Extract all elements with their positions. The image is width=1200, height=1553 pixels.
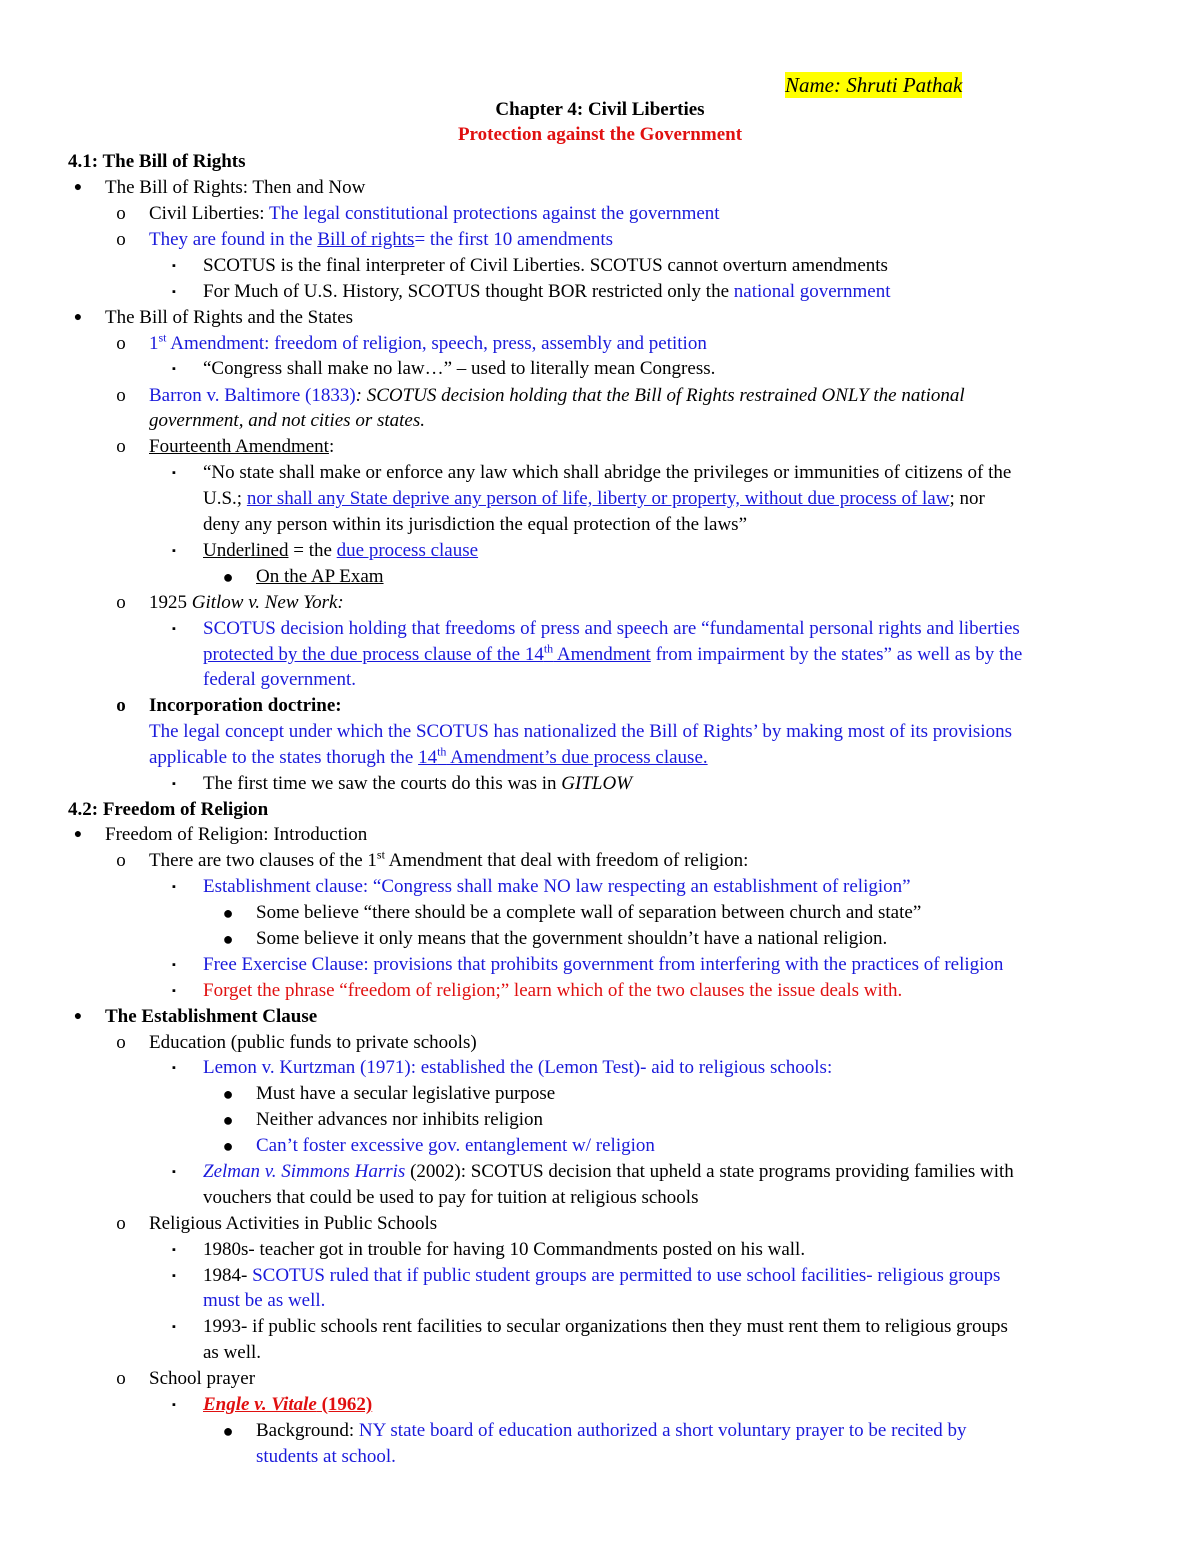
bullet-square: ▪: [172, 623, 176, 635]
list-item: 1984- SCOTUS ruled that if public student groups are permitted to use school facilities- religious groups: [203, 1265, 1001, 1286]
bullet-square: ▪: [172, 1166, 176, 1178]
list-item: 1925 Gitlow v. New York:: [149, 592, 344, 613]
list-item: Education (public funds to private schools): [149, 1032, 477, 1053]
bullet-square: ▪: [172, 1244, 176, 1256]
bullet-circle: o: [116, 436, 126, 457]
bullet-square: ▪: [172, 778, 176, 790]
bullet-square: ▪: [172, 1270, 176, 1282]
list-item: Establishment clause: “Congress shall make NO law respecting an establishment of religion”: [203, 876, 911, 897]
student-name: Name: Shruti Pathak: [785, 73, 963, 97]
bullet-dot: ●: [73, 827, 83, 842]
list-item: Zelman v. Simmons Harris (2002): SCOTUS decision that upheld a state programs providing families with: [203, 1161, 1014, 1182]
bullet-dot: ●: [222, 929, 234, 949]
list-item: The Establishment Clause: [105, 1006, 318, 1027]
list-item-continuation: students at school.: [256, 1446, 396, 1467]
list-item-continuation: must be as well.: [203, 1290, 326, 1311]
list-item-continuation: vouchers that could be used to pay for tuition at religious schools: [203, 1187, 699, 1208]
list-item: They are found in the Bill of rights= the first 10 amendments: [149, 229, 614, 250]
list-item-continuation: federal government.: [203, 669, 356, 690]
bullet-square: ▪: [172, 1062, 176, 1074]
list-item: Freedom of Religion: Introduction: [105, 824, 368, 845]
list-item: Can’t foster excessive gov. entanglement w/ religion: [256, 1135, 655, 1156]
chapter-subtitle: Protection against the Government: [457, 124, 743, 145]
list-item-continuation: deny any person within its jurisdiction the equal protection of the laws”: [203, 514, 748, 535]
list-item: The Bill of Rights and the States: [105, 307, 354, 328]
list-item: Free Exercise Clause: provisions that prohibits government from interfering with the practices of religion: [203, 954, 1004, 975]
list-item: Underlined = the due process clause: [203, 540, 479, 561]
bullet-dot: ●: [222, 1084, 234, 1104]
bullet-square: ▪: [172, 467, 176, 479]
list-item: Must have a secular legislative purpose: [256, 1083, 556, 1104]
list-item: Some believe “there should be a complete wall of separation between church and state”: [256, 902, 922, 923]
list-item: Neither advances nor inhibits religion: [256, 1109, 544, 1130]
bullet-circle: o: [116, 1213, 126, 1234]
bullet-circle: o: [116, 229, 126, 250]
list-item: Incorporation doctrine:: [149, 695, 342, 716]
list-item: Fourteenth Amendment:: [149, 436, 335, 457]
list-item: Engle v. Vitale (1962): [203, 1394, 373, 1415]
list-item: For Much of U.S. History, SCOTUS thought BOR restricted only the national government: [203, 281, 891, 302]
section-heading-4-2: 4.2: Freedom of Religion: [68, 799, 269, 820]
bullet-circle: o: [116, 385, 126, 406]
bullet-circle: o: [116, 695, 126, 716]
bullet-square: ▪: [172, 260, 176, 272]
bullet-circle: o: [116, 1032, 126, 1053]
list-item: Religious Activities in Public Schools: [149, 1213, 438, 1234]
list-item: Lemon v. Kurtzman (1971): established the (Lemon Test)- aid to religious schools:: [203, 1057, 833, 1078]
list-item: 1st Amendment: freedom of religion, speech, press, assembly and petition: [149, 330, 707, 354]
list-item: 1993- if public schools rent facilities to secular organizations then they must rent them to religious groups: [203, 1316, 1008, 1337]
list-item: Forget the phrase “freedom of religion;” learn which of the two clauses the issue deals with.: [203, 980, 903, 1001]
list-item: The first time we saw the courts do this was in GITLOW: [203, 773, 633, 794]
list-item-continuation: government, and not cities or states.: [149, 410, 425, 431]
list-item: SCOTUS decision holding that freedoms of press and speech are “fundamental personal rights and liberties: [203, 618, 1020, 639]
bullet-circle: o: [116, 592, 126, 613]
list-item: The Bill of Rights: Then and Now: [105, 177, 366, 198]
list-item: There are two clauses of the 1st Amendment that deal with freedom of religion:: [149, 847, 749, 871]
list-item: Barron v. Baltimore (1833): SCOTUS decision holding that the Bill of Rights restrained ONLY the national: [149, 385, 965, 406]
bullet-dot: ●: [222, 903, 234, 923]
bullet-square: ▪: [172, 545, 176, 557]
list-item: Background: NY state board of education authorized a short voluntary prayer to be recited by: [256, 1420, 967, 1441]
list-item: 1980s- teacher got in trouble for having 10 Commandments posted on his wall.: [203, 1239, 806, 1260]
list-item-continuation: protected by the due process clause of the 14th Amendment from impairment by the states” as well as by the: [203, 641, 1023, 665]
bullet-square: ▪: [172, 985, 176, 997]
bullet-dot: ●: [222, 1110, 234, 1130]
list-item-continuation: as well.: [203, 1342, 262, 1363]
list-item-continuation: The legal concept under which the SCOTUS has nationalized the Bill of Rights’ by making most of its provisions: [149, 721, 1012, 742]
bullet-dot: ●: [222, 1421, 234, 1441]
chapter-title: Chapter 4: Civil Liberties: [495, 99, 705, 120]
bullet-square: ▪: [172, 1321, 176, 1333]
bullet-dot: ●: [222, 1136, 234, 1156]
bullet-square: ▪: [172, 1399, 176, 1411]
list-item: School prayer: [149, 1368, 256, 1389]
list-item-continuation: applicable to the states thorugh the 14th Amendment’s due process clause.: [149, 744, 708, 768]
bullet-square: ▪: [172, 363, 176, 375]
bullet-square: ▪: [172, 286, 176, 298]
list-item-continuation: U.S.; nor shall any State deprive any person of life, liberty or property, without due process of law; nor: [203, 488, 985, 509]
bullet-dot: ●: [73, 1009, 83, 1024]
list-item: SCOTUS is the final interpreter of Civil Liberties. SCOTUS cannot overturn amendments: [203, 255, 888, 276]
bullet-square: ▪: [172, 881, 176, 893]
list-item: Civil Liberties: The legal constitutional protections against the government: [149, 203, 720, 224]
bullet-dot: ●: [73, 180, 83, 195]
bullet-square: ▪: [172, 959, 176, 971]
list-item: On the AP Exam: [256, 566, 384, 587]
bullet-circle: o: [116, 203, 126, 224]
bullet-dot: ●: [222, 567, 234, 587]
bullet-dot: ●: [73, 310, 83, 325]
bullet-circle: o: [116, 1368, 126, 1389]
section-heading-4-1: 4.1: The Bill of Rights: [68, 151, 246, 172]
list-item: “Congress shall make no law…” – used to literally mean Congress.: [203, 358, 716, 379]
list-item: “No state shall make or enforce any law which shall abridge the privileges or immunities of citizens of the: [203, 462, 1012, 483]
list-item: Some believe it only means that the government shouldn’t have a national religion.: [256, 928, 888, 949]
bullet-circle: o: [116, 850, 126, 871]
bullet-circle: o: [116, 333, 126, 354]
